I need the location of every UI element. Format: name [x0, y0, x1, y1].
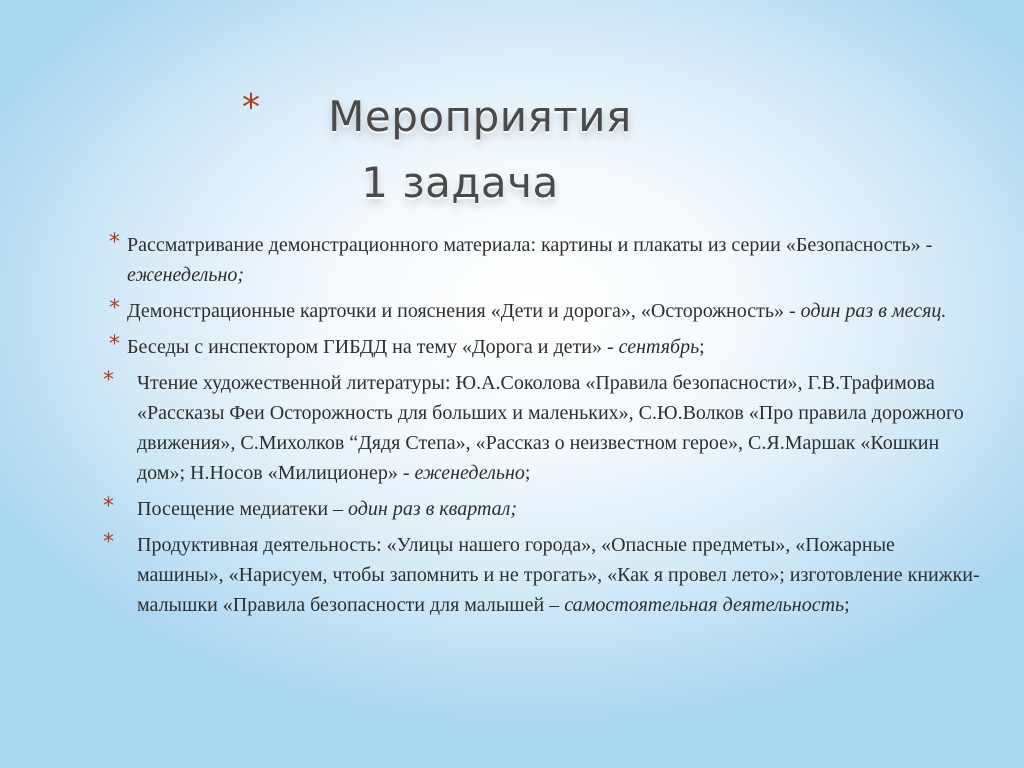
- bullet-plain: Рассматривание демонстрационного материала: картины и плакаты из серии «Безопасность» -: [127, 234, 933, 256]
- bullet-plain: Продуктивная деятельность: «Улицы нашего города», «Опасные предметы», «Пожарные машины», «Нарисуем, чтобы запомнить и не трогать», «Как я провел лето»; изготовление книжки-малышки «Правила безопасности для малышей –: [137, 534, 980, 616]
- title-bullet-star: *: [242, 87, 260, 128]
- bullet-item: [103, 494, 983, 524]
- bullet-star: *: [103, 494, 114, 519]
- bullet-item: [103, 296, 983, 326]
- bullet-list: [103, 230, 983, 626]
- bullet-star: *: [109, 296, 120, 321]
- bullet-tail: ;: [524, 462, 531, 484]
- bullet-text: [103, 368, 983, 488]
- bullet-italic: сентябрь: [618, 336, 700, 358]
- bullet-italic: еженедельно;: [127, 264, 245, 286]
- bullet-text: [103, 296, 983, 326]
- bullet-item: [103, 332, 983, 362]
- bullet-text: [103, 530, 983, 620]
- bullet-star: *: [103, 368, 114, 393]
- bullet-item: [103, 368, 983, 488]
- bullet-text: [103, 332, 983, 362]
- bullet-item: [103, 530, 983, 620]
- title-line-2: 1 задача: [361, 158, 559, 207]
- slide-title: [240, 84, 680, 216]
- bullet-star: *: [103, 530, 114, 555]
- bullet-text: [103, 230, 983, 290]
- bullet-plain: Демонстрационные карточки и пояснения «Дети и дорога», «Осторожность» -: [127, 300, 801, 322]
- bullet-italic: самостоятельная деятельность: [564, 594, 845, 616]
- bullet-plain: Чтение художественной литературы: Ю.А.Соколова «Правила безопасности», Г.В.Трафимова «Рассказы Феи Осторожность для больших и маленьких», С.Ю.Волков «Про правила дорожного движения», С.Михолков “Дядя Степа», «Рассказ о неизвестном герое», С.Я.Маршак «Кошкин дом»; Н.Носов «Милиционер» -: [137, 372, 964, 484]
- bullet-item: [103, 230, 983, 290]
- bullet-plain: Беседы с инспектором ГИБДД на тему «Дорога и дети» -: [127, 336, 619, 358]
- bullet-italic: еженедельно: [414, 462, 525, 484]
- bullet-star: *: [109, 332, 120, 357]
- bullet-italic: один раз в месяц.: [800, 300, 947, 322]
- bullet-tail: ;: [699, 336, 705, 358]
- bullet-text: [103, 494, 983, 524]
- bullet-italic: один раз в квартал;: [348, 498, 518, 520]
- bullet-star: *: [109, 230, 120, 255]
- title-line-1: Мероприятия: [328, 92, 632, 141]
- bullet-plain: Посещение медиатеки –: [137, 498, 349, 520]
- bullet-tail: ;: [844, 594, 850, 616]
